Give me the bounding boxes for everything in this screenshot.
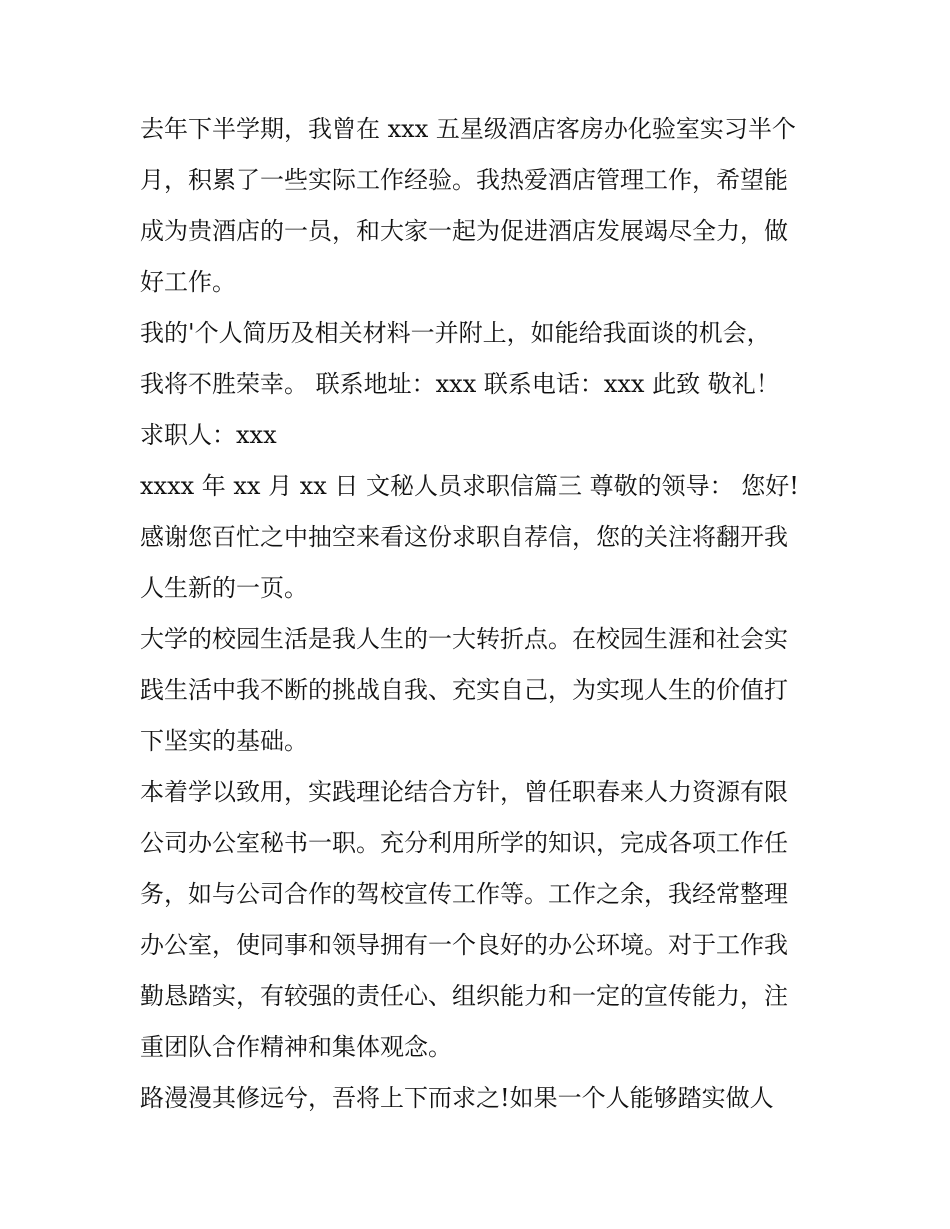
text-line: 公司办公室秘书一职。充分利用所学的知识，完成各项工作任 [140, 829, 788, 857]
text-line: 求职人：xxx [140, 421, 277, 449]
text-line: 下坚实的基础。 [140, 727, 308, 755]
text-line: 本着学以致用，实践理论结合方针，曾任职春来人力资源有限 [140, 778, 788, 806]
text-line: 感谢您百忙之中抽空来看这份求职自荐信，您的关注将翻开我 [140, 523, 788, 551]
text-line: 办公室，使同事和领导拥有一个良好的办公环境。对于工作我 [140, 931, 788, 959]
text-line: 人生新的一页。 [140, 574, 308, 602]
document-body [140, 104, 820, 1124]
text-line: 成为贵酒店的一员，和大家一起为促进酒店发展竭尽全力，做 [140, 217, 788, 245]
text-line: xxxx 年 xx 月 xx 日 文秘人员求职信篇三 尊敬的领导： 您好! [140, 472, 799, 500]
text-line: 我将不胜荣幸。 联系地址：xxx 联系电话：xxx 此致 敬礼！ [140, 370, 780, 398]
text-line: 大学的校园生活是我人生的一大转折点。在校园生涯和社会实 [140, 625, 788, 653]
text-line: 勤恳踏实，有较强的责任心、组织能力和一定的宣传能力，注 [140, 982, 788, 1010]
text-line: 好工作。 [140, 268, 236, 296]
text-line: 重团队合作精神和集体观念。 [140, 1033, 452, 1061]
text-line: 践生活中我不断的挑战自我、充实自己，为实现人生的价值打 [140, 676, 788, 704]
text-line: 月，积累了一些实际工作经验。我热爱酒店管理工作，希望能 [140, 166, 788, 194]
text-line: 去年下半学期，我曾在 xxx 五星级酒店客房办化验室实习半个 [140, 115, 796, 143]
text-line: 路漫漫其修远兮，吾将上下而求之!如果一个人能够踏实做人 [140, 1084, 774, 1112]
text-line: 务，如与公司合作的驾校宣传工作等。工作之余，我经常整理 [140, 880, 788, 908]
text-line: 我的'个人简历及相关材料一并附上，如能给我面谈的机会， [140, 319, 771, 347]
